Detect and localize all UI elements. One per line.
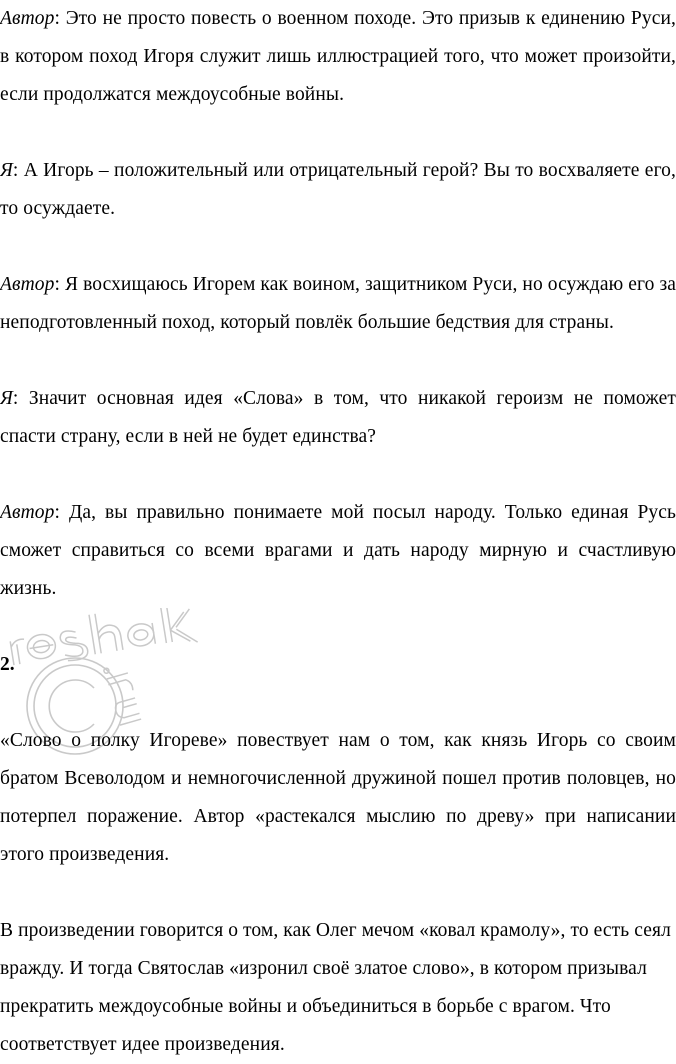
paragraph-dialog-author-1 <box>0 0 676 114</box>
speaker-label-author-3: Автор <box>0 502 55 523</box>
paragraph-spacer <box>0 228 676 266</box>
paragraph-text-author-2: Я восхищаюсь Игорем как воином, защитником Руси, но осуждаю его за неподготовленный поход, который повлёк большие бедствия для страны. <box>0 274 676 333</box>
speaker-separator-author-1: : <box>54 8 66 29</box>
speaker-separator-me-2: : <box>12 388 29 409</box>
paragraph-section-1: «Слово о полку Игореве» повествует нам о том, как князь Игорь со своим братом Всеволодом и немногочисленной дружиной пошел против половцев, но потерпел поражение. Автор «растекался мыслию по древу» при написании этого произведения. <box>0 730 676 865</box>
speaker-separator-me-1: : <box>12 160 24 181</box>
section-number: 2. <box>0 654 15 675</box>
paragraph-spacer <box>0 114 676 152</box>
paragraph-spacer <box>0 608 676 646</box>
paragraph-dialog-me-1 <box>0 152 676 228</box>
paragraph-dialog-author-3 <box>0 494 676 608</box>
speaker-label-me-1: Я <box>0 160 13 181</box>
paragraph-section-2: В произведении говорится о том, как Олег мечом «ковал крамолу», то есть сеял вражду. И тогда Святослав «изронил своё златое слово», в котором призывал прекратить междоусобные войны и объединиться в борьбе с врагом. Что соответствует идее произведения. <box>0 920 671 1055</box>
speaker-label-author-2: Автор <box>0 274 55 295</box>
paragraph-spacer <box>0 456 676 494</box>
speaker-separator-author-3: : <box>54 502 69 523</box>
paragraph-spacer <box>0 874 676 912</box>
speaker-separator-author-2: : <box>54 274 65 295</box>
speaker-label-me-2: Я <box>0 388 13 409</box>
paragraph-dialog-me-2 <box>0 380 676 456</box>
speaker-label-author-1: Автор <box>0 8 55 29</box>
paragraph-dialog-author-2 <box>0 266 676 342</box>
paragraph-text-me-1: А Игорь – положительный или отрицательный герой? Вы то восхваляете его, то осуждаете. <box>0 160 676 219</box>
paragraph-text-author-3: Да, вы правильно понимаете мой посыл народу. Только единая Русь сможет справиться со всеми врагами и дать народу мирную и счастливую жизнь. <box>0 502 676 599</box>
paragraph-spacer <box>0 684 676 722</box>
paragraph-text-author-1: Это не просто повесть о военном походе. Это призыв к единению Руси, в котором поход Игоря служит лишь иллюстрацией того, что может произойти, если продолжатся междоусобные войны. <box>0 8 676 105</box>
paragraph-spacer <box>0 342 676 380</box>
paragraph-text-me-2: Значит основная идея «Слова» в том, что никакой героизм не поможет спасти страну, если в ней не будет единства? <box>0 388 676 447</box>
